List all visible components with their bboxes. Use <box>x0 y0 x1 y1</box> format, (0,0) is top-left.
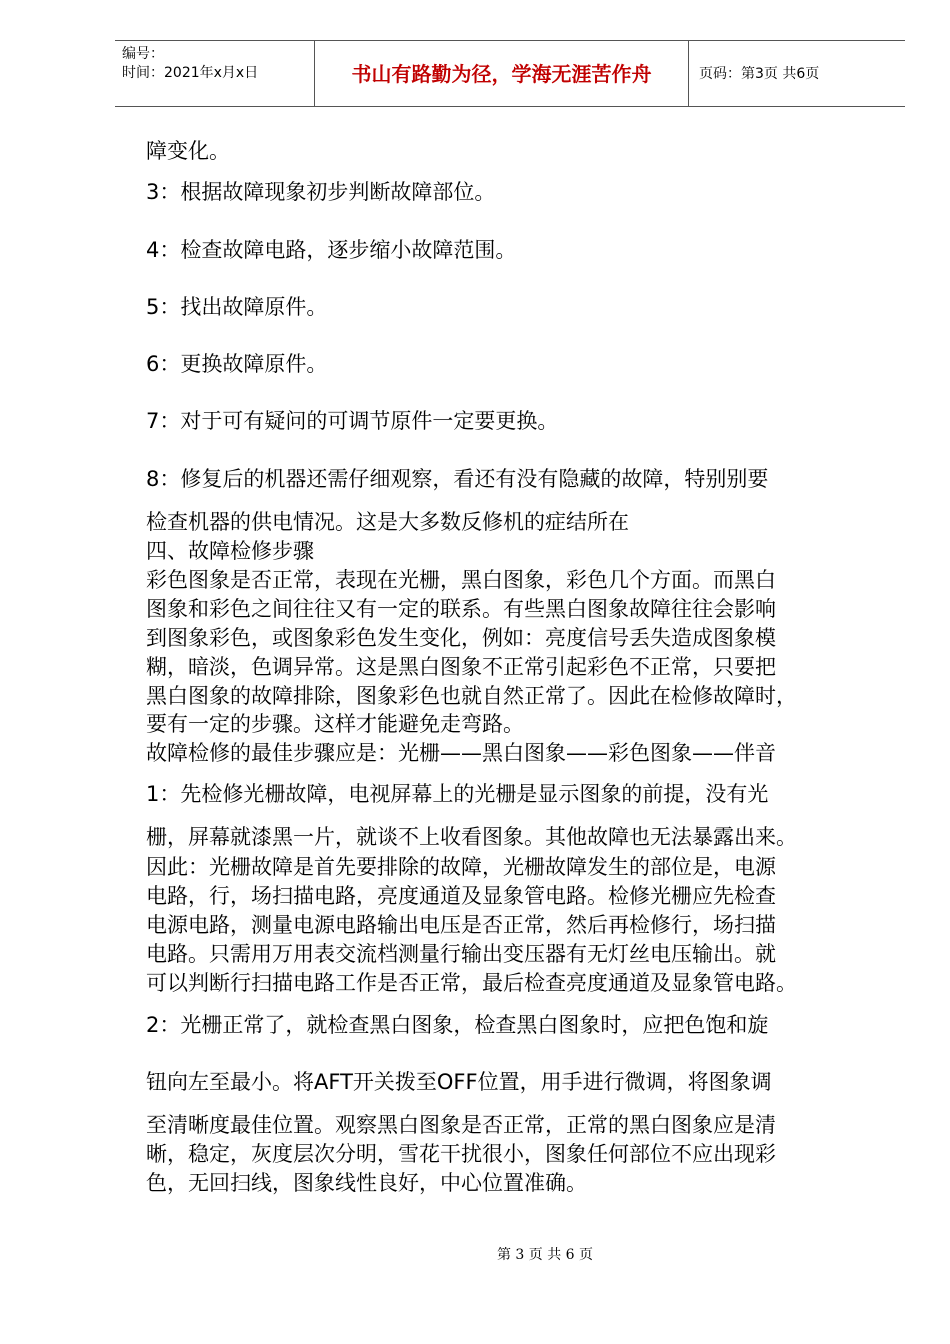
text-line: 障变化。 <box>146 139 230 163</box>
text-line: 彩色图象是否正常，表现在光栅，黑白图象，彩色几个方面。而黑白 <box>146 568 776 592</box>
text-line: 检查机器的供电情况。这是大多数反修机的症结所在 <box>146 510 629 534</box>
text-line: 糊，暗淡，色调异常。这是黑白图象不正常引起彩色不正常，只要把 <box>146 655 776 679</box>
text-line: 因此：光栅故障是首先要排除的故障，光栅故障发生的部位是，电源 <box>146 855 776 879</box>
text-line: 8：修复后的机器还需仔细观察，看还有没有隐藏的故障，特别别要 <box>146 467 769 491</box>
text-line: 4：检查故障电路，逐步缩小故障范围。 <box>146 238 517 262</box>
text-line: 要有一定的步骤。这样才能避免走弯路。 <box>146 712 524 736</box>
text-line: 电路，行，场扫描电路，亮度通道及显象管电路。检修光栅应先检查 <box>146 884 776 908</box>
section-heading: 四、故障检修步骤 <box>146 539 314 563</box>
page-footer: 第 3 页 共 6 页 <box>496 1247 594 1263</box>
text-line: 到图象彩色，或图象彩色发生变化，例如：亮度信号丢失造成图象模 <box>146 626 776 650</box>
text-line: 钮向左至最小。将AFT开关拨至OFF位置，用手进行微调，将图象调 <box>146 1070 772 1094</box>
time-label: 时间：2021年x月x日 <box>122 65 259 81</box>
text-line: 至清晰度最佳位置。观察黑白图象是否正常，正常的黑白图象应是清 <box>146 1113 776 1137</box>
text-line: 栅，屏幕就漆黑一片，就谈不上收看图象。其他故障也无法暴露出来。 <box>146 825 797 849</box>
text-line: 故障检修的最佳步骤应是：光栅——黑白图象——彩色图象——伴音 <box>146 741 776 765</box>
text-line: 色，无回扫线，图象线性良好，中心位置准确。 <box>146 1171 587 1195</box>
text-line: 3：根据故障现象初步判断故障部位。 <box>146 180 496 204</box>
text-line: 5：找出故障原件。 <box>146 295 328 319</box>
text-line: 7：对于可有疑问的可调节原件一定要更换。 <box>146 409 559 433</box>
page-header <box>115 40 905 107</box>
text-line: 电路。只需用万用表交流档测量行输出变压器有无灯丝电压输出。就 <box>146 942 776 966</box>
text-line: 黑白图象的故障排除，图象彩色也就自然正常了。因此在检修故障时， <box>146 684 797 708</box>
header-motto: 书山有路勤为径，学海无涯苦作舟 <box>315 41 689 106</box>
header-page-info: 页码：第3页 共6页 <box>699 66 820 82</box>
number-label: 编号： <box>122 46 164 62</box>
text-line: 电源电路，测量电源电路输出电压是否正常，然后再检修行，场扫描 <box>146 913 776 937</box>
text-line: 可以判断行扫描电路工作是否正常，最后检查亮度通道及显象管电路。 <box>146 971 797 995</box>
text-line: 1：先检修光栅故障，电视屏幕上的光栅是显示图象的前提，没有光 <box>146 782 769 806</box>
text-line: 6：更换故障原件。 <box>146 352 328 376</box>
header-meta <box>115 41 315 106</box>
text-line: 晰，稳定，灰度层次分明，雪花干扰很小，图象任何部位不应出现彩 <box>146 1142 776 1166</box>
text-line: 2：光栅正常了，就检查黑白图象，检查黑白图象时，应把色饱和旋 <box>146 1013 769 1037</box>
text-line: 图象和彩色之间往往又有一定的联系。有些黑白图象故障往往会影响 <box>146 597 776 621</box>
